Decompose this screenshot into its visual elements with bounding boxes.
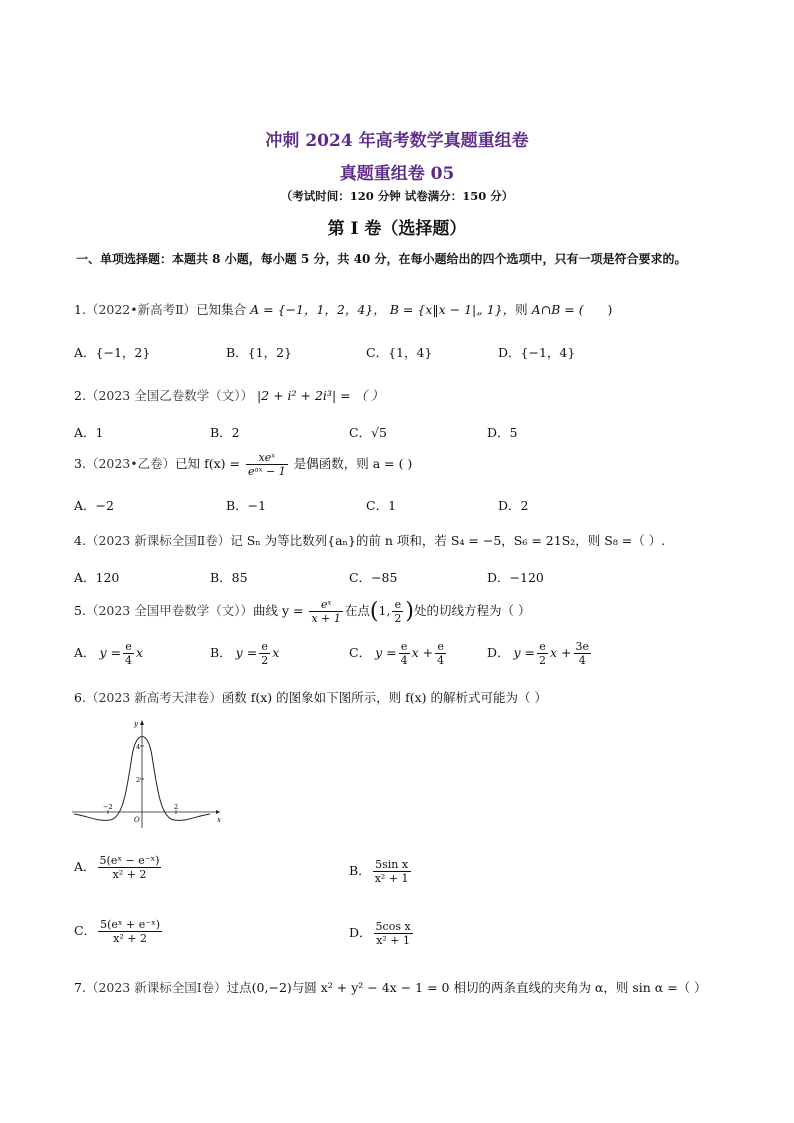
fraction (373, 858, 411, 885)
question-source: （2022•新高考Ⅱ） (85, 302, 197, 317)
fraction-numerator: xeˣ (246, 451, 288, 465)
option-tail: x + (550, 645, 572, 660)
q3-option-d[interactable]: D．2 (498, 498, 529, 513)
option-label: A． (74, 645, 96, 660)
question-expression: |2 + i² + 2i³| = （ ） (256, 388, 384, 403)
option-label: C． (349, 645, 372, 660)
option-tail: x (136, 645, 144, 660)
question-text: 已知集合 (196, 302, 247, 317)
q2-option-b[interactable]: B．2 (210, 425, 240, 440)
question-expression: A∩B = ( (531, 302, 584, 317)
fraction (123, 640, 134, 667)
question-text: 是偶函数，则 a = ( ) (293, 456, 413, 471)
section-instructions: 一、单项选择题：本题共 8 小题，每小题 5 分，共 40 分，在每小题给出的四个选项中，只有一项是符合要求的。 (76, 252, 687, 266)
question-5 (74, 598, 531, 625)
q1-option-b[interactable]: B．{1，2} (226, 345, 292, 360)
paper-title: 冲刺 2024 年高考数学真题重组卷 (265, 131, 529, 151)
q6-option-a[interactable] (74, 854, 163, 881)
q6-option-d[interactable] (349, 920, 415, 947)
question-3 (74, 451, 412, 478)
fraction-denominator: 4 (437, 654, 445, 667)
fraction-denominator: x² + 2 (112, 868, 147, 881)
q5-option-a[interactable] (74, 640, 143, 667)
question-source: （2023•乙卷） (85, 456, 176, 471)
fraction-denominator: eᵃˣ − 1 (247, 465, 286, 478)
question-source: （2023 全国甲卷数学（文）） (85, 603, 253, 618)
question-4 (74, 531, 665, 549)
question-text: 曲线 y = (252, 603, 304, 618)
question-7 (74, 978, 707, 996)
question-text: 处的切线方程为（ ） (414, 603, 531, 618)
q1-option-a[interactable]: A．{−1，2} (74, 345, 151, 360)
fraction (537, 640, 548, 667)
x-axis-arrow (216, 810, 220, 814)
option-label: D． (487, 645, 510, 660)
option-label: C． (74, 923, 97, 938)
question-1 (74, 300, 612, 318)
fraction-denominator: 4 (578, 654, 586, 667)
question-number: 4. (74, 533, 86, 548)
q5-option-d[interactable] (487, 640, 593, 667)
option-tail: x (272, 645, 280, 660)
point-x: 1, (378, 603, 391, 618)
q6-option-c[interactable] (74, 918, 164, 945)
option-label: A． (74, 859, 96, 874)
q2-option-a[interactable]: A．1 (74, 425, 104, 440)
fraction-numerator: e (123, 640, 134, 654)
tick-label-neg2: −2 (103, 803, 113, 811)
fraction (392, 598, 403, 625)
fraction-numerator: 5cos x (375, 920, 411, 933)
question-number: 3. (74, 456, 86, 471)
option-label: B． (210, 645, 232, 660)
question-text: 在点 (344, 603, 370, 618)
fraction-denominator: 2 (394, 612, 402, 625)
option-label: B． (349, 863, 371, 878)
question-source: （2023 全国乙卷数学（文）） (85, 388, 253, 403)
question-2 (74, 386, 384, 404)
fraction (374, 920, 413, 947)
question-number: 2. (74, 388, 86, 403)
question-number: 6. (74, 690, 86, 705)
option-tail: x + (411, 645, 434, 660)
q3-option-a[interactable]: A．−2 (74, 498, 114, 513)
y-axis-label: y (134, 720, 138, 728)
fraction-denominator: 4 (400, 654, 408, 667)
origin-label: O (134, 816, 140, 824)
part-title: 第 I 卷（选择题） (327, 219, 467, 239)
q4-option-d[interactable]: D．−120 (487, 570, 544, 585)
fraction (574, 640, 592, 667)
fraction-denominator: 4 (125, 654, 133, 667)
q2-option-d[interactable]: D．5 (487, 425, 518, 440)
q4-option-a[interactable]: A．120 (74, 570, 120, 585)
fraction (435, 640, 446, 667)
exam-info: （考试时间：120 分钟 试卷满分：150 分） (280, 189, 514, 203)
fraction-numerator: e (537, 640, 548, 654)
fraction (246, 451, 288, 478)
option-lhs: y = (513, 645, 536, 660)
fraction-denominator: x² + 2 (113, 932, 147, 945)
y-axis-arrow (140, 720, 144, 725)
option-lhs: y = (99, 645, 122, 660)
fraction (259, 640, 270, 667)
fraction (98, 918, 162, 945)
fraction-denominator: x² + 1 (374, 872, 409, 885)
question-source: （2023 新课标全国Ⅱ卷） (85, 533, 231, 548)
question-text: 则 (515, 302, 528, 317)
option-lhs: y = (375, 645, 397, 660)
set-b: B = {x‖x − 1|„ 1}， (389, 302, 516, 317)
fraction-numerator: e (399, 640, 410, 654)
fraction-numerator: e (392, 598, 403, 612)
q1-option-c[interactable]: C．{1，4} (366, 345, 433, 360)
fraction-numerator: 5sin x (373, 858, 411, 872)
fraction-numerator: eˣ (309, 598, 342, 612)
set-a: A = {−1，1，2，4}， (250, 302, 386, 317)
question-text: 函数 f(x) 的图象如下图所示，则 f(x) 的解析式可能为（ ） (221, 690, 547, 705)
question-text: 过点(0,−2)与圆 x² + y² − 4x − 1 = 0 相切的两条直线的夹角为 α，则 sin α =（ ） (226, 980, 707, 995)
q5-option-c[interactable] (349, 640, 448, 667)
question-source: （2023 新高考天津卷） (85, 690, 222, 705)
fraction-numerator: e (259, 640, 270, 654)
option-label: D． (349, 925, 372, 940)
paren-right: ) (405, 599, 415, 624)
x-axis-label: x (217, 816, 221, 824)
q4-option-c[interactable]: C．−85 (349, 570, 398, 585)
q4-option-b[interactable]: B．85 (210, 570, 248, 585)
question-number: 5. (74, 603, 86, 618)
tick-label-4: 4 (136, 743, 141, 751)
fraction-denominator: x² + 1 (376, 934, 411, 947)
question-source: （2023 新课标全国Ⅰ卷） (85, 980, 227, 995)
fraction-numerator: e (435, 640, 446, 654)
q1-option-d[interactable]: D．{−1，4} (498, 345, 576, 360)
q5-option-b[interactable] (210, 640, 279, 667)
fraction-denominator: x + 1 (311, 612, 341, 625)
fraction-denominator: 2 (539, 654, 547, 667)
question-number: 1. (74, 302, 86, 317)
question-number: 7. (74, 980, 86, 995)
paper-subtitle: 真题重组卷 05 (339, 164, 455, 184)
fraction-denominator: 2 (261, 654, 269, 667)
question-text: 记 Sₙ 为等比数列{aₙ}的前 n 项和，若 S₄ = −5，S₆ = 21S₂，则 S₈ =（ ）. (230, 533, 666, 548)
fraction (399, 640, 410, 667)
q2-option-c[interactable]: C．√5 (349, 425, 387, 440)
answer-blank: ) (607, 302, 613, 317)
tick-label-pos2: 2 (174, 803, 179, 811)
question-text: 已知 f(x) = (175, 456, 240, 471)
fraction (98, 854, 162, 881)
fraction-numerator: 3e (575, 640, 590, 653)
q6-option-b[interactable] (349, 858, 413, 885)
q3-option-c[interactable]: C．1 (366, 498, 397, 513)
tick-label-2: 2 (136, 776, 141, 784)
fraction-numerator: 5(eˣ − e⁻ˣ) (99, 854, 160, 867)
option-lhs: y = (235, 645, 258, 660)
fraction-numerator: 5(eˣ + e⁻ˣ) (100, 918, 161, 931)
question-6 (74, 688, 547, 706)
fraction (309, 598, 342, 625)
q3-option-b[interactable]: B．−1 (226, 498, 267, 513)
function-graph (70, 716, 225, 831)
paren-left: ( (369, 599, 379, 624)
